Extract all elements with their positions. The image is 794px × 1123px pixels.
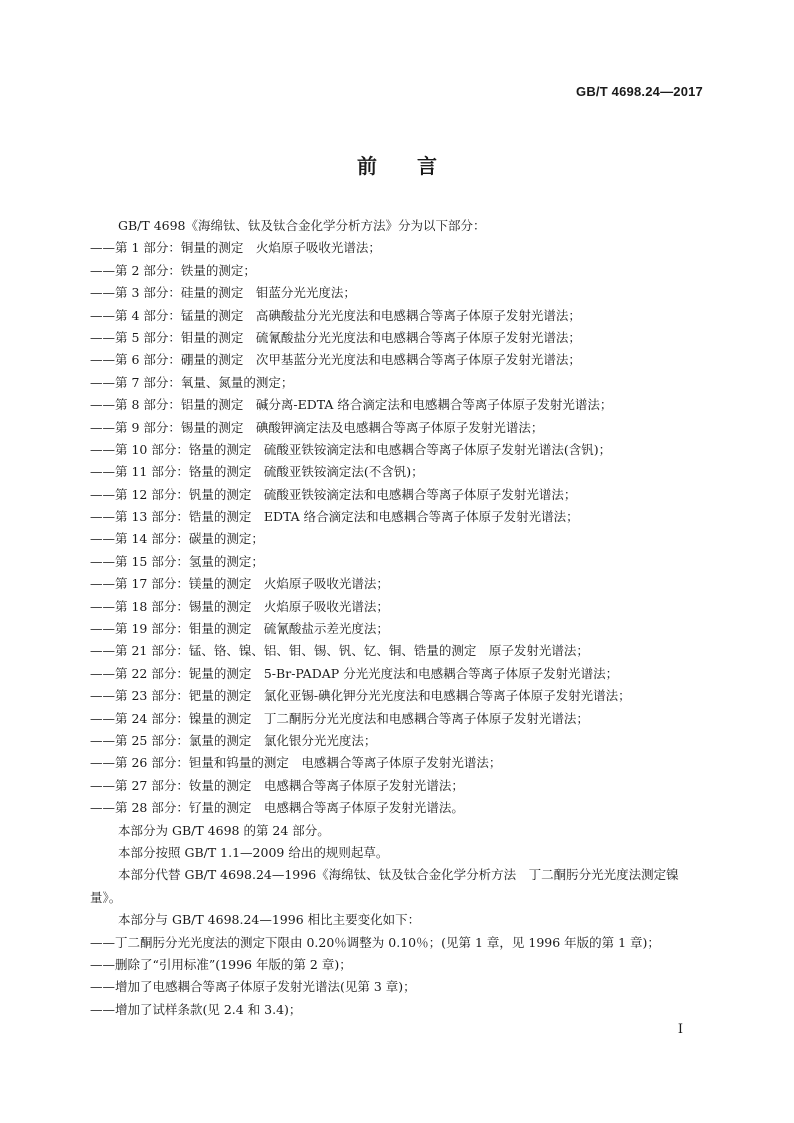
list-item: ——第 13 部分：锆量的测定 EDTA 络合滴定法和电感耦合等离子体原子发射光谱法； xyxy=(90,509,579,525)
list-item: ——删除了“引用标准”(1996 年版的第 2 章)； xyxy=(90,956,352,972)
list-item: ——第 12 部分：钒量的测定 硫酸亚铁铵滴定法和电感耦合等离子体原子发射光谱法； xyxy=(90,486,577,502)
intro-paragraph: GB/T 4698《海绵钛、钛及钛合金化学分析方法》分为以下部分： xyxy=(118,218,486,233)
foreword-body xyxy=(90,215,704,1021)
list-item: ——第 7 部分：氧量、氮量的测定； xyxy=(90,374,294,390)
page-number: I xyxy=(677,1022,683,1037)
list-item: ——第 5 部分：钼量的测定 硫氰酸盐分光光度法和电感耦合等离子体原子发射光谱法； xyxy=(90,329,581,345)
list-item: ——第 3 部分：硅量的测定 钼蓝分光光度法； xyxy=(90,285,356,301)
list-item: ——第 28 部分：钌量的测定 电感耦合等离子体原子发射光谱法。 xyxy=(90,800,464,816)
list-item: ——第 10 部分：铬量的测定 硫酸亚铁铵滴定法和电感耦合等离子体原子发射光谱法(含钒)； xyxy=(90,441,612,457)
list-item: ——第 4 部分：锰量的测定 高碘酸盐分光光度法和电感耦合等离子体原子发射光谱法； xyxy=(90,307,581,323)
list-item: ——第 18 部分：锡量的测定 火焰原子吸收光谱法； xyxy=(90,598,389,614)
part-number-paragraph: 本部分为 GB/T 4698 的第 24 部分。 xyxy=(118,822,330,838)
list-item: ——第 26 部分：钽量和钨量的测定 电感耦合等离子体原子发射光谱法； xyxy=(90,755,502,771)
list-item: ——第 9 部分：锡量的测定 碘酸钾滴定法及电感耦合等离子体原子发射光谱法； xyxy=(90,419,544,435)
title-char-2: 言 xyxy=(417,154,437,178)
list-item: ——第 8 部分：铝量的测定 碱分离-EDTA 络合滴定法和电感耦合等离子体原子发射光谱法； xyxy=(90,397,613,413)
list-item: ——增加了电感耦合等离子体原子发射光谱法(见第 3 章)； xyxy=(90,979,416,995)
drafting-rules-paragraph: 本部分按照 GB/T 1.1—2009 给出的规则起草。 xyxy=(118,844,389,860)
list-item: ——第 23 部分：钯量的测定 氯化亚锡-碘化钾分光光度法和电感耦合等离子体原子发射光谱法； xyxy=(90,688,631,704)
list-item: ——第 15 部分：氢量的测定； xyxy=(90,553,264,569)
list-item: ——第 14 部分：碳量的测定； xyxy=(90,531,264,547)
list-item: ——第 25 部分：氯量的测定 氯化银分光光度法； xyxy=(90,732,377,748)
list-item: ——第 11 部分：铬量的测定 硫酸亚铁铵滴定法(不含钒)； xyxy=(90,464,424,480)
list-item: ——增加了试样条款(见 2.4 和 3.4)； xyxy=(90,1001,302,1017)
list-item: ——第 27 部分：钕量的测定 电感耦合等离子体原子发射光谱法； xyxy=(90,777,464,793)
list-item: ——第 6 部分：硼量的测定 次甲基蓝分光光度法和电感耦合等离子体原子发射光谱法； xyxy=(90,352,581,368)
list-item: ——第 22 部分：铌量的测定 5-Br-PADAP 分光光度法和电感耦合等离子体原子发射光谱法； xyxy=(90,665,619,681)
list-item: ——第 19 部分：钼量的测定 硫氰酸盐示差光度法； xyxy=(90,621,389,637)
changes-intro-paragraph: 本部分与 GB/T 4698.24—1996 相比主要变化如下： xyxy=(118,912,421,928)
list-item: ——丁二酮肟分光光度法的测定下限由 0.20％调整为 0.10％；(见第 1 章，见 1996 年版的第 1 章)； xyxy=(90,934,660,950)
list-item: ——第 1 部分：铜量的测定 火焰原子吸收光谱法； xyxy=(90,240,381,256)
list-item: ——第 21 部分：锰、铬、镍、铝、钼、锡、钒、钇、铜、锆量的测定 原子发射光谱法； xyxy=(90,643,589,659)
list-item: ——第 17 部分：镁量的测定 火焰原子吸收光谱法； xyxy=(90,576,389,592)
page-title xyxy=(0,150,794,179)
title-char-1: 前 xyxy=(357,154,377,178)
changes-list xyxy=(90,932,704,1022)
list-item: ——第 2 部分：铁量的测定； xyxy=(90,262,256,278)
parts-list xyxy=(90,237,704,819)
replacement-paragraph: 本部分代替 GB/T 4698.24—1996《海绵钛、钛及钛合金化学分析方法 丁二酮肟分光光度法测定镍量》。 xyxy=(90,867,679,905)
list-item: ——第 24 部分：镍量的测定 丁二酮肟分光光度法和电感耦合等离子体原子发射光谱法； xyxy=(90,710,589,726)
standard-code: GB/T 4698.24—2017 xyxy=(576,84,703,99)
